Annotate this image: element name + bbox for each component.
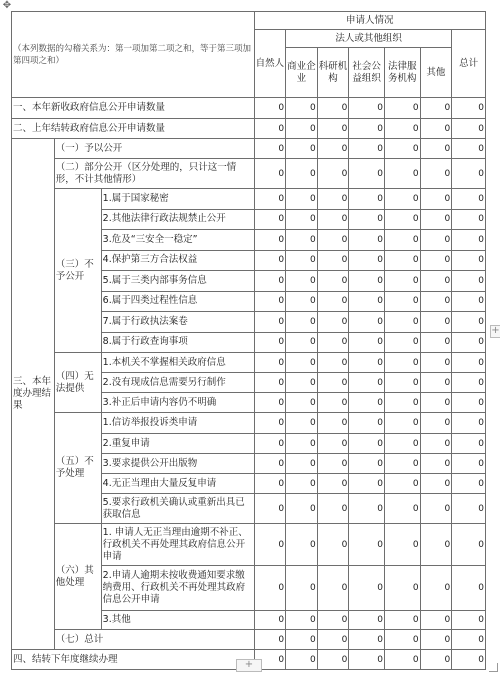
- group-not-processed-label-item: 1.信访举报投诉类申请: [101, 413, 254, 434]
- value-cell: 0: [254, 434, 286, 454]
- value-cell: 0: [317, 271, 349, 292]
- value-cell: 0: [452, 566, 486, 611]
- group-unavailable-label: （四）无法提供: [54, 353, 101, 413]
- value-cell: 0: [286, 494, 318, 524]
- value-cell: 0: [286, 373, 318, 393]
- value-cell: 0: [452, 524, 486, 566]
- value-cell: 0: [452, 230, 486, 251]
- value-cell: 0: [384, 332, 420, 353]
- value-cell: 0: [254, 566, 286, 611]
- value-cell: 0: [384, 373, 420, 393]
- value-cell: 0: [317, 393, 349, 413]
- value-cell: 0: [286, 98, 318, 119]
- value-cell: 0: [317, 159, 349, 189]
- value-cell: 0: [452, 209, 486, 230]
- group-withheld-label-item: 5.属于三类内部事务信息: [101, 271, 254, 292]
- value-cell: 0: [317, 250, 349, 271]
- table-move-handle-icon[interactable]: ✥: [2, 0, 12, 11]
- value-cell: 0: [384, 230, 420, 251]
- value-cell: 0: [286, 119, 318, 139]
- value-cell: 0: [452, 650, 486, 670]
- value-cell: 0: [420, 524, 452, 566]
- value-cell: 0: [420, 373, 452, 393]
- table-row: [12, 413, 486, 434]
- value-cell: 0: [452, 189, 486, 210]
- table-row: [12, 119, 486, 139]
- value-cell: 0: [286, 611, 318, 630]
- value-cell: 0: [286, 434, 318, 454]
- value-cell: 0: [420, 566, 452, 611]
- group-other-handling-label-item: 2.申请人逾期未按收费通知要求缴纳费用、行政机关不再处理其政府信息公开申请: [101, 566, 254, 611]
- value-cell: 0: [452, 250, 486, 271]
- value-cell: 0: [349, 312, 385, 333]
- value-cell: 0: [452, 630, 486, 650]
- value-cell: 0: [384, 139, 420, 159]
- value-cell: 0: [452, 393, 486, 413]
- value-cell: 0: [349, 230, 385, 251]
- value-cell: 0: [452, 98, 486, 119]
- value-cell: 0: [349, 139, 385, 159]
- value-cell: 0: [384, 524, 420, 566]
- value-cell: 0: [254, 393, 286, 413]
- value-cell: 0: [254, 373, 286, 393]
- value-cell: 0: [286, 159, 318, 189]
- value-cell: 0: [349, 474, 385, 494]
- value-cell: 0: [317, 312, 349, 333]
- group-withheld-label-item: 3.危及“三安全一稳定”: [101, 230, 254, 251]
- value-cell: 0: [349, 630, 385, 650]
- total-header: 总计: [452, 30, 486, 98]
- value-cell: 0: [254, 611, 286, 630]
- value-cell: 0: [286, 271, 318, 292]
- value-cell: 0: [349, 209, 385, 230]
- value-cell: 0: [286, 230, 318, 251]
- table-row: [12, 353, 486, 373]
- value-cell: 0: [420, 630, 452, 650]
- resize-handle-icon[interactable]: [489, 663, 498, 672]
- value-cell: 0: [317, 230, 349, 251]
- group-withheld-label-item: 2.其他法律行政法规禁止公开: [101, 209, 254, 230]
- value-cell: 0: [420, 434, 452, 454]
- value-cell: 0: [254, 189, 286, 210]
- group-withheld-label-item: 7.属于行政执法案卷: [101, 312, 254, 333]
- value-cell: 0: [286, 332, 318, 353]
- value-cell: 0: [317, 454, 349, 474]
- value-cell: 0: [254, 209, 286, 230]
- group-not-processed-label: （五）不予处理: [54, 413, 101, 524]
- value-cell: 0: [286, 353, 318, 373]
- value-cell: 0: [254, 630, 286, 650]
- value-cell: 0: [286, 474, 318, 494]
- value-cell: 0: [420, 474, 452, 494]
- group-withheld-label-item: 1.属于国家秘密: [101, 189, 254, 210]
- value-cell: 0: [286, 189, 318, 210]
- value-cell: 0: [254, 159, 286, 189]
- social-header: 社会公益组织: [349, 48, 385, 98]
- value-cell: 0: [420, 230, 452, 251]
- value-cell: 0: [317, 332, 349, 353]
- value-cell: 0: [317, 119, 349, 139]
- value-cell: 0: [420, 393, 452, 413]
- reconciliation-note: （本列数据的勾稽关系为：第一项加第二项之和，等于第三项加第四项之和）: [12, 12, 255, 98]
- value-cell: 0: [254, 454, 286, 474]
- value-cell: 0: [349, 353, 385, 373]
- value-cell: 0: [452, 119, 486, 139]
- value-cell: 0: [420, 139, 452, 159]
- value-cell: 0: [420, 494, 452, 524]
- value-cell: 0: [384, 454, 420, 474]
- value-cell: 0: [317, 611, 349, 630]
- value-cell: 0: [384, 209, 420, 230]
- group-withheld-label-item: 8.属于行政查询事项: [101, 332, 254, 353]
- applicant-info-header: 申请人情况: [254, 12, 485, 30]
- add-column-icon[interactable]: +: [491, 325, 500, 336]
- value-cell: 0: [349, 250, 385, 271]
- value-cell: 0: [317, 373, 349, 393]
- value-cell: 0: [384, 494, 420, 524]
- value-cell: 0: [349, 434, 385, 454]
- carry-forward-label: 四、结转下年度继续办理: [12, 650, 255, 670]
- value-cell: 0: [384, 189, 420, 210]
- value-cell: 0: [384, 98, 420, 119]
- value-cell: 0: [420, 189, 452, 210]
- value-cell: 0: [317, 139, 349, 159]
- value-cell: 0: [384, 312, 420, 333]
- value-cell: 0: [254, 524, 286, 566]
- value-cell: 0: [254, 230, 286, 251]
- value-cell: 0: [452, 139, 486, 159]
- value-cell: 0: [384, 650, 420, 670]
- value-cell: 0: [349, 393, 385, 413]
- value-cell: 0: [286, 413, 318, 434]
- value-cell: 0: [384, 250, 420, 271]
- carried-over-label: 二、上年结转政府信息公开申请数量: [12, 119, 255, 139]
- value-cell: 0: [452, 271, 486, 292]
- value-cell: 0: [452, 312, 486, 333]
- group-unavailable-label-item: 3.补正后申请内容仍不明确: [101, 393, 254, 413]
- value-cell: 0: [384, 434, 420, 454]
- value-cell: 0: [420, 209, 452, 230]
- value-cell: 0: [286, 209, 318, 230]
- value-cell: 0: [420, 119, 452, 139]
- value-cell: 0: [420, 250, 452, 271]
- value-cell: 0: [317, 630, 349, 650]
- value-cell: 0: [349, 566, 385, 611]
- value-cell: 0: [349, 271, 385, 292]
- value-cell: 0: [420, 98, 452, 119]
- processing-results-label: 三、本年度办理结果: [12, 139, 55, 650]
- value-cell: 0: [254, 119, 286, 139]
- value-cell: 0: [286, 393, 318, 413]
- group-not-processed-label-item: 2.重复申请: [101, 434, 254, 454]
- value-cell: 0: [286, 630, 318, 650]
- value-cell: 0: [286, 250, 318, 271]
- value-cell: 0: [317, 434, 349, 454]
- group-unavailable-label-item: 2.没有现成信息需要另行制作: [101, 373, 254, 393]
- value-cell: 0: [286, 650, 318, 670]
- value-cell: 0: [254, 474, 286, 494]
- value-cell: 0: [384, 271, 420, 292]
- value-cell: 0: [317, 494, 349, 524]
- value-cell: 0: [349, 373, 385, 393]
- value-cell: 0: [254, 413, 286, 434]
- legal-group-header: 法人或其他组织: [286, 30, 452, 48]
- value-cell: 0: [420, 454, 452, 474]
- value-cell: 0: [349, 189, 385, 210]
- group-disclosed-label: （一）予以公开: [54, 139, 254, 159]
- group-withheld-label: （三）不予公开: [54, 189, 101, 353]
- value-cell: 0: [452, 611, 486, 630]
- value-cell: 0: [384, 474, 420, 494]
- value-cell: 0: [286, 291, 318, 312]
- value-cell: 0: [286, 139, 318, 159]
- value-cell: 0: [317, 566, 349, 611]
- table-row: [12, 189, 486, 210]
- add-row-icon[interactable]: +: [236, 659, 262, 672]
- value-cell: 0: [452, 291, 486, 312]
- value-cell: 0: [286, 312, 318, 333]
- value-cell: 0: [349, 524, 385, 566]
- research-header: 科研机构: [317, 48, 349, 98]
- value-cell: 0: [384, 611, 420, 630]
- value-cell: 0: [452, 434, 486, 454]
- table-row: [12, 159, 486, 189]
- value-cell: 0: [420, 271, 452, 292]
- value-cell: 0: [384, 353, 420, 373]
- business-header: 商业企业: [286, 48, 318, 98]
- value-cell: 0: [286, 566, 318, 611]
- value-cell: 0: [349, 494, 385, 524]
- value-cell: 0: [420, 332, 452, 353]
- value-cell: 0: [254, 650, 286, 670]
- value-cell: 0: [384, 393, 420, 413]
- value-cell: 0: [317, 189, 349, 210]
- value-cell: 0: [254, 494, 286, 524]
- value-cell: 0: [254, 291, 286, 312]
- value-cell: 0: [349, 119, 385, 139]
- value-cell: 0: [452, 373, 486, 393]
- value-cell: 0: [384, 413, 420, 434]
- value-cell: 0: [349, 98, 385, 119]
- value-cell: 0: [349, 291, 385, 312]
- value-cell: 0: [452, 413, 486, 434]
- value-cell: 0: [452, 159, 486, 189]
- table-row: [12, 524, 486, 566]
- value-cell: 0: [349, 413, 385, 434]
- value-cell: 0: [420, 611, 452, 630]
- group-partial-label: （二）部分公开（区分处理的，只计这一情形，不计其他情形）: [54, 159, 254, 189]
- new-requests-label: 一、本年新收政府信息公开申请数量: [12, 98, 255, 119]
- value-cell: 0: [420, 312, 452, 333]
- value-cell: 0: [286, 454, 318, 474]
- value-cell: 0: [452, 494, 486, 524]
- value-cell: 0: [317, 209, 349, 230]
- value-cell: 0: [254, 139, 286, 159]
- table-row: [12, 98, 486, 119]
- value-cell: 0: [349, 611, 385, 630]
- group-not-processed-label-item: 3.要求提供公开出版物: [101, 454, 254, 474]
- group-withheld-label-item: 4.保护第三方合法权益: [101, 250, 254, 271]
- value-cell: 0: [420, 291, 452, 312]
- value-cell: 0: [384, 291, 420, 312]
- value-cell: 0: [317, 524, 349, 566]
- value-cell: 0: [349, 159, 385, 189]
- group-total-label: （七）总计: [54, 630, 254, 650]
- table-row: [12, 630, 486, 650]
- group-other-handling-label: （六）其他处理: [54, 524, 101, 630]
- disclosure-stats-table: [11, 11, 486, 670]
- value-cell: 0: [420, 650, 452, 670]
- value-cell: 0: [384, 159, 420, 189]
- table-row: [12, 139, 486, 159]
- value-cell: 0: [384, 119, 420, 139]
- natural-person-header: 自然人: [254, 30, 286, 98]
- group-not-processed-label-item: 4.无正当理由大量反复申请: [101, 474, 254, 494]
- value-cell: 0: [452, 454, 486, 474]
- value-cell: 0: [452, 332, 486, 353]
- value-cell: 0: [317, 291, 349, 312]
- group-other-handling-label-item: 3.其他: [101, 611, 254, 630]
- value-cell: 0: [317, 474, 349, 494]
- value-cell: 0: [254, 271, 286, 292]
- value-cell: 0: [452, 353, 486, 373]
- value-cell: 0: [254, 250, 286, 271]
- value-cell: 0: [254, 98, 286, 119]
- value-cell: 0: [317, 98, 349, 119]
- group-not-processed-label-item: 5.要求行政机关确认或重新出具已获取信息: [101, 494, 254, 524]
- value-cell: 0: [384, 566, 420, 611]
- value-cell: 0: [349, 650, 385, 670]
- value-cell: 0: [254, 332, 286, 353]
- value-cell: 0: [349, 454, 385, 474]
- value-cell: 0: [254, 312, 286, 333]
- group-unavailable-label-item: 1.本机关不掌握相关政府信息: [101, 353, 254, 373]
- value-cell: 0: [384, 630, 420, 650]
- value-cell: 0: [349, 332, 385, 353]
- value-cell: 0: [420, 353, 452, 373]
- value-cell: 0: [452, 474, 486, 494]
- value-cell: 0: [317, 353, 349, 373]
- group-withheld-label-item: 6.属于四类过程性信息: [101, 291, 254, 312]
- value-cell: 0: [254, 353, 286, 373]
- value-cell: 0: [286, 524, 318, 566]
- legal-service-header: 法律服务机构: [384, 48, 420, 98]
- value-cell: 0: [420, 413, 452, 434]
- group-other-handling-label-item: 1. 申请人无正当理由逾期不补正、行政机关不再处理其政府信息公开申请: [101, 524, 254, 566]
- value-cell: 0: [317, 650, 349, 670]
- value-cell: 0: [420, 159, 452, 189]
- other-header: 其他: [420, 48, 452, 98]
- value-cell: 0: [317, 413, 349, 434]
